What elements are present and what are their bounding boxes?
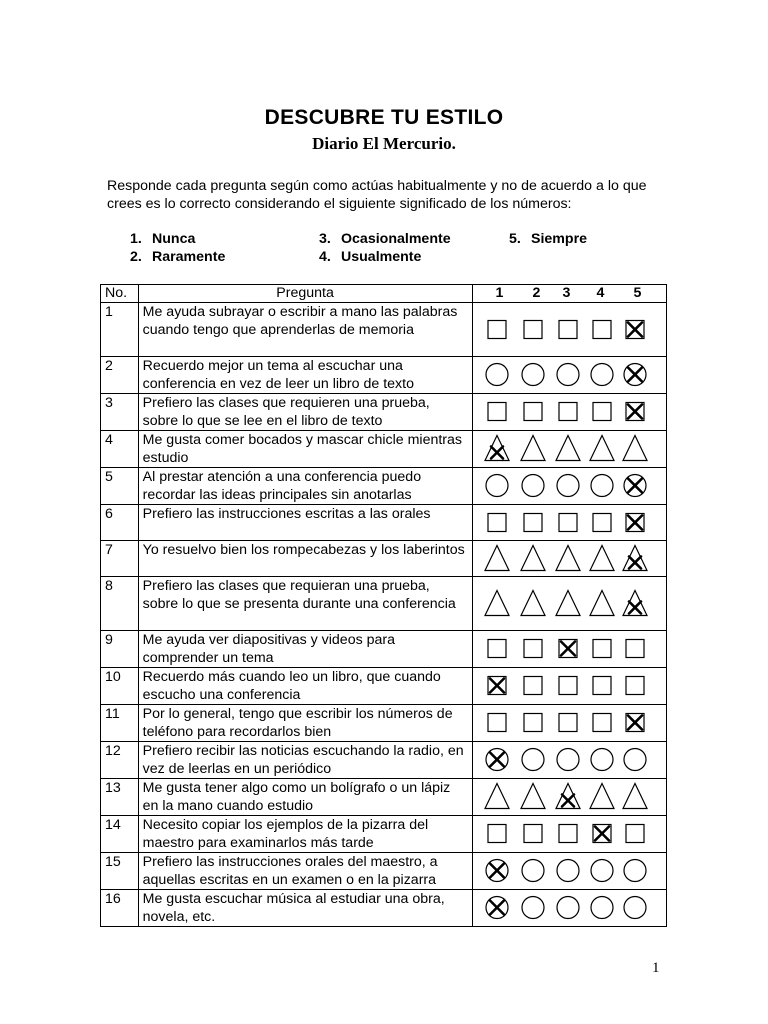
triangle-option-1[interactable]	[485, 784, 509, 809]
circle-outline	[486, 364, 508, 386]
header-question: Pregunta	[138, 285, 472, 303]
square-option-2[interactable]	[524, 677, 542, 695]
square-option-4[interactable]	[593, 321, 611, 339]
question-text: Prefiero las instrucciones orales del maestro, a aquellas escritas en un examen o en la pizarra	[138, 853, 472, 890]
question-number: 13	[101, 779, 139, 816]
square-option-5[interactable]	[626, 640, 644, 658]
square-outline	[524, 640, 542, 658]
table-row	[101, 357, 667, 394]
circle-option-5-marked[interactable]	[624, 475, 646, 497]
scale-item-4	[319, 249, 421, 265]
circle-option-5-marked[interactable]	[624, 364, 646, 386]
question-number: 15	[101, 853, 139, 890]
header-no: No.	[101, 285, 139, 303]
triangle-option-4[interactable]	[590, 591, 614, 616]
table-row	[101, 742, 667, 779]
circle-option-1[interactable]	[486, 475, 508, 497]
square-outline	[524, 514, 542, 532]
circle-option-5[interactable]	[624, 749, 646, 771]
square-option-5-marked[interactable]	[626, 403, 644, 421]
triangle-outline	[521, 591, 545, 616]
header-option-3: 3	[562, 285, 571, 301]
question-number: 1	[101, 303, 139, 357]
question-number: 4	[101, 431, 139, 468]
circle-outline	[557, 749, 579, 771]
circle-option-1-marked[interactable]	[486, 749, 508, 771]
scale-number: 2.	[130, 249, 142, 265]
answer-options-svg	[477, 303, 659, 356]
circle-option-2[interactable]	[522, 860, 544, 882]
square-option-3[interactable]	[559, 825, 577, 843]
answer-options-svg	[477, 853, 659, 888]
square-option-1[interactable]	[488, 825, 506, 843]
question-text: Me ayuda subrayar o escribir a mano las palabras cuando tengo que aprenderlas de memoria	[138, 303, 472, 357]
triangle-outline	[521, 436, 545, 461]
triangle-outline	[556, 436, 580, 461]
circle-option-4[interactable]	[591, 897, 613, 919]
circle-outline	[591, 364, 613, 386]
answer-options-svg	[477, 779, 659, 814]
answer-options	[472, 668, 666, 705]
question-text: Recuerdo mejor un tema al escuchar una conferencia en vez de leer un libro de texto	[138, 357, 472, 394]
table-row	[101, 431, 667, 468]
triangle-outline	[521, 546, 545, 571]
circle-outline	[591, 749, 613, 771]
scale-label: Raramente	[152, 249, 226, 265]
triangle-option-3-marked[interactable]	[556, 784, 580, 809]
circle-outline	[591, 897, 613, 919]
circle-option-1[interactable]	[486, 364, 508, 386]
question-text: Me ayuda ver diapositivas y videos para comprender un tema	[138, 631, 472, 668]
square-option-5[interactable]	[626, 825, 644, 843]
circle-outline	[557, 364, 579, 386]
question-number: 7	[101, 541, 139, 577]
circle-outline	[522, 749, 544, 771]
circle-option-5[interactable]	[624, 897, 646, 919]
triangle-outline	[590, 784, 614, 809]
square-option-1[interactable]	[488, 640, 506, 658]
square-outline	[524, 825, 542, 843]
square-option-1-marked[interactable]	[488, 677, 506, 695]
triangle-option-3[interactable]	[556, 591, 580, 616]
header-option-2: 2	[532, 285, 541, 301]
table-row	[101, 303, 667, 357]
triangle-option-2[interactable]	[521, 591, 545, 616]
square-outline	[488, 640, 506, 658]
triangle-option-5-marked[interactable]	[623, 591, 647, 616]
question-text: Prefiero las clases que requieren una prueba, sobre lo que se lee en el libro de texto	[138, 394, 472, 431]
circle-option-2[interactable]	[522, 364, 544, 386]
answer-options	[472, 468, 666, 505]
answer-options	[472, 816, 666, 853]
question-text: Al prestar atención a una conferencia puedo recordar las ideas principales sin anotarlas	[138, 468, 472, 505]
table-row	[101, 541, 667, 577]
square-outline	[626, 640, 644, 658]
circle-option-1-marked[interactable]	[486, 897, 508, 919]
square-outline	[524, 677, 542, 695]
table-row	[101, 890, 667, 927]
table-row	[101, 577, 667, 631]
square-option-1[interactable]	[488, 321, 506, 339]
answer-options	[472, 541, 666, 577]
question-text: Yo resuelvo bien los rompecabezas y los laberintos	[138, 541, 472, 577]
answer-options	[472, 631, 666, 668]
header-option-1: 1	[495, 285, 504, 301]
square-outline	[593, 714, 611, 732]
answer-options	[472, 505, 666, 541]
circle-option-2[interactable]	[522, 475, 544, 497]
question-text: Recuerdo más cuando leo un libro, que cuando escucho una conferencia	[138, 668, 472, 705]
answer-options	[472, 853, 666, 890]
square-outline	[559, 714, 577, 732]
square-outline	[524, 403, 542, 421]
circle-option-3[interactable]	[557, 475, 579, 497]
answer-options-svg	[477, 541, 659, 576]
scale-label: Nunca	[152, 231, 196, 247]
question-number: 11	[101, 705, 139, 742]
question-number: 8	[101, 577, 139, 631]
square-outline	[488, 714, 506, 732]
question-text: Por lo general, tengo que escribir los números de teléfono para recordarlos bien	[138, 705, 472, 742]
circle-option-4[interactable]	[591, 475, 613, 497]
triangle-option-3[interactable]	[556, 546, 580, 571]
square-outline	[593, 403, 611, 421]
square-option-2[interactable]	[524, 403, 542, 421]
answer-options	[472, 890, 666, 927]
page-title: DESCUBRE TU ESTILO	[264, 106, 504, 129]
triangle-outline	[485, 436, 509, 461]
circle-option-3[interactable]	[557, 749, 579, 771]
table-body	[101, 303, 667, 927]
answer-options-svg	[477, 890, 659, 925]
square-option-1[interactable]	[488, 714, 506, 732]
square-option-2[interactable]	[524, 714, 542, 732]
answer-options-svg	[477, 816, 659, 851]
question-number: 10	[101, 668, 139, 705]
triangle-option-1-marked[interactable]	[485, 436, 509, 461]
circle-outline	[591, 860, 613, 882]
question-text: Prefiero las instrucciones escritas a las orales	[138, 505, 472, 541]
square-outline	[488, 321, 506, 339]
square-outline	[593, 321, 611, 339]
square-outline	[559, 321, 577, 339]
scale-item-5	[509, 231, 587, 247]
question-number: 16	[101, 890, 139, 927]
page-number: 1	[652, 960, 660, 976]
scale-label: Ocasionalmente	[341, 231, 451, 247]
circle-outline	[522, 897, 544, 919]
answer-options	[472, 705, 666, 742]
question-text: Necesito copiar los ejemplos de la pizarra del maestro para examinarlos más tarde	[138, 816, 472, 853]
square-option-1[interactable]	[488, 514, 506, 532]
square-option-1[interactable]	[488, 403, 506, 421]
square-option-5-marked[interactable]	[626, 714, 644, 732]
scale-item-1	[130, 231, 195, 247]
triangle-outline	[485, 546, 509, 571]
square-option-3-marked[interactable]	[559, 640, 577, 658]
circle-option-3[interactable]	[557, 860, 579, 882]
square-option-4-marked[interactable]	[593, 825, 611, 843]
question-number: 3	[101, 394, 139, 431]
circle-option-3[interactable]	[557, 364, 579, 386]
triangle-outline	[590, 436, 614, 461]
triangle-outline	[521, 784, 545, 809]
table-row	[101, 505, 667, 541]
header-options	[472, 285, 666, 303]
circle-outline	[557, 475, 579, 497]
scale-item-2	[130, 249, 225, 265]
table-row	[101, 394, 667, 431]
circle-option-2[interactable]	[522, 749, 544, 771]
answer-options-svg	[477, 505, 659, 540]
scale-number: 4.	[319, 249, 331, 265]
triangle-option-5[interactable]	[623, 784, 647, 809]
square-option-5[interactable]	[626, 677, 644, 695]
triangle-option-2[interactable]	[521, 784, 545, 809]
answer-options-svg	[477, 631, 659, 666]
answer-options	[472, 394, 666, 431]
answer-options-svg	[477, 357, 659, 392]
question-number: 12	[101, 742, 139, 779]
instructions-paragraph: Responde cada pregunta según como actúas habitualmente y no de acuerdo a lo que crees es lo correcto considerando el siguiente significado de los números:	[107, 178, 647, 212]
triangle-option-3[interactable]	[556, 436, 580, 461]
square-option-4[interactable]	[593, 677, 611, 695]
question-text: Prefiero recibir las noticias escuchando la radio, en vez de leerlas en un periódico	[138, 742, 472, 779]
answer-options-svg	[477, 394, 659, 429]
triangle-outline	[485, 591, 509, 616]
square-option-3[interactable]	[559, 403, 577, 421]
circle-option-3[interactable]	[557, 897, 579, 919]
square-outline	[559, 514, 577, 532]
square-option-4[interactable]	[593, 514, 611, 532]
circle-option-5[interactable]	[624, 860, 646, 882]
question-number: 5	[101, 468, 139, 505]
question-text: Prefiero las clases que requieran una prueba, sobre lo que se presenta durante una conferencia	[138, 577, 472, 631]
square-outline	[488, 403, 506, 421]
circle-outline	[486, 475, 508, 497]
header-option-5: 5	[633, 285, 642, 301]
square-outline	[488, 514, 506, 532]
answer-options-svg	[477, 431, 659, 466]
table-row	[101, 668, 667, 705]
answer-options	[472, 357, 666, 394]
square-outline	[593, 677, 611, 695]
header-option-4: 4	[596, 285, 605, 301]
square-option-3[interactable]	[559, 514, 577, 532]
triangle-outline	[623, 591, 647, 616]
square-option-2[interactable]	[524, 514, 542, 532]
square-option-2[interactable]	[524, 321, 542, 339]
answer-options	[472, 742, 666, 779]
circle-outline	[557, 897, 579, 919]
question-number: 2	[101, 357, 139, 394]
table-row	[101, 468, 667, 505]
answer-options-svg	[477, 468, 659, 503]
answer-options-svg	[477, 668, 659, 703]
triangle-outline	[623, 546, 647, 571]
table-row	[101, 853, 667, 890]
circle-outline	[522, 475, 544, 497]
square-outline	[524, 321, 542, 339]
square-option-2[interactable]	[524, 825, 542, 843]
question-text: Me gusta comer bocados y mascar chicle mientras estudio	[138, 431, 472, 468]
triangle-outline	[485, 784, 509, 809]
square-option-3[interactable]	[559, 321, 577, 339]
circle-option-4[interactable]	[591, 364, 613, 386]
square-outline	[593, 640, 611, 658]
triangle-outline	[623, 784, 647, 809]
answer-options	[472, 431, 666, 468]
triangle-option-1[interactable]	[485, 591, 509, 616]
scale-number: 5.	[509, 231, 521, 247]
circle-option-4[interactable]	[591, 749, 613, 771]
square-option-4[interactable]	[593, 640, 611, 658]
triangle-outline	[556, 546, 580, 571]
triangle-outline	[556, 591, 580, 616]
triangle-option-5-marked[interactable]	[623, 546, 647, 571]
table-row	[101, 631, 667, 668]
answer-options	[472, 577, 666, 631]
square-option-4[interactable]	[593, 403, 611, 421]
page-subtitle: Diario El Mercurio.	[312, 134, 456, 153]
circle-option-2[interactable]	[522, 897, 544, 919]
triangle-option-4[interactable]	[590, 784, 614, 809]
answer-options	[472, 303, 666, 357]
question-text: Me gusta escuchar música al estudiar una obra, novela, etc.	[138, 890, 472, 927]
table-header-row	[101, 285, 667, 303]
circle-outline	[522, 860, 544, 882]
scale-number: 1.	[130, 231, 142, 247]
square-outline	[559, 825, 577, 843]
square-option-3[interactable]	[559, 677, 577, 695]
answer-options-svg	[477, 577, 659, 630]
scale-label: Usualmente	[341, 249, 422, 265]
triangle-outline	[556, 784, 580, 809]
circle-outline	[591, 475, 613, 497]
answer-options-svg	[477, 742, 659, 777]
question-number: 6	[101, 505, 139, 541]
scale-label: Siempre	[531, 231, 587, 247]
square-outline	[488, 825, 506, 843]
triangle-option-4[interactable]	[590, 436, 614, 461]
square-option-5-marked[interactable]	[626, 321, 644, 339]
circle-outline	[624, 897, 646, 919]
circle-outline	[557, 860, 579, 882]
question-number: 9	[101, 631, 139, 668]
circle-option-1-marked[interactable]	[486, 860, 508, 882]
question-text: Me gusta tener algo como un bolígrafo o un lápiz en la mano cuando estudio	[138, 779, 472, 816]
table-row	[101, 779, 667, 816]
square-option-3[interactable]	[559, 714, 577, 732]
triangle-option-2[interactable]	[521, 546, 545, 571]
square-option-2[interactable]	[524, 640, 542, 658]
square-outline	[559, 677, 577, 695]
triangle-outline	[623, 436, 647, 461]
scale-number: 3.	[319, 231, 331, 247]
square-outline	[626, 825, 644, 843]
square-outline	[559, 403, 577, 421]
square-outline	[626, 677, 644, 695]
square-outline	[593, 514, 611, 532]
circle-outline	[624, 749, 646, 771]
circle-option-4[interactable]	[591, 860, 613, 882]
circle-outline	[522, 364, 544, 386]
triangle-option-2[interactable]	[521, 436, 545, 461]
triangle-option-5[interactable]	[623, 436, 647, 461]
triangle-outline	[590, 546, 614, 571]
triangle-option-4[interactable]	[590, 546, 614, 571]
circle-outline	[624, 860, 646, 882]
question-number: 14	[101, 816, 139, 853]
triangle-outline	[590, 591, 614, 616]
square-outline	[524, 714, 542, 732]
square-option-5-marked[interactable]	[626, 514, 644, 532]
square-option-4[interactable]	[593, 714, 611, 732]
questionnaire-table	[100, 284, 667, 927]
scale-item-3	[319, 231, 451, 247]
table-row	[101, 705, 667, 742]
triangle-option-1[interactable]	[485, 546, 509, 571]
answer-options-svg	[477, 705, 659, 740]
table-row	[101, 816, 667, 853]
answer-options	[472, 779, 666, 816]
